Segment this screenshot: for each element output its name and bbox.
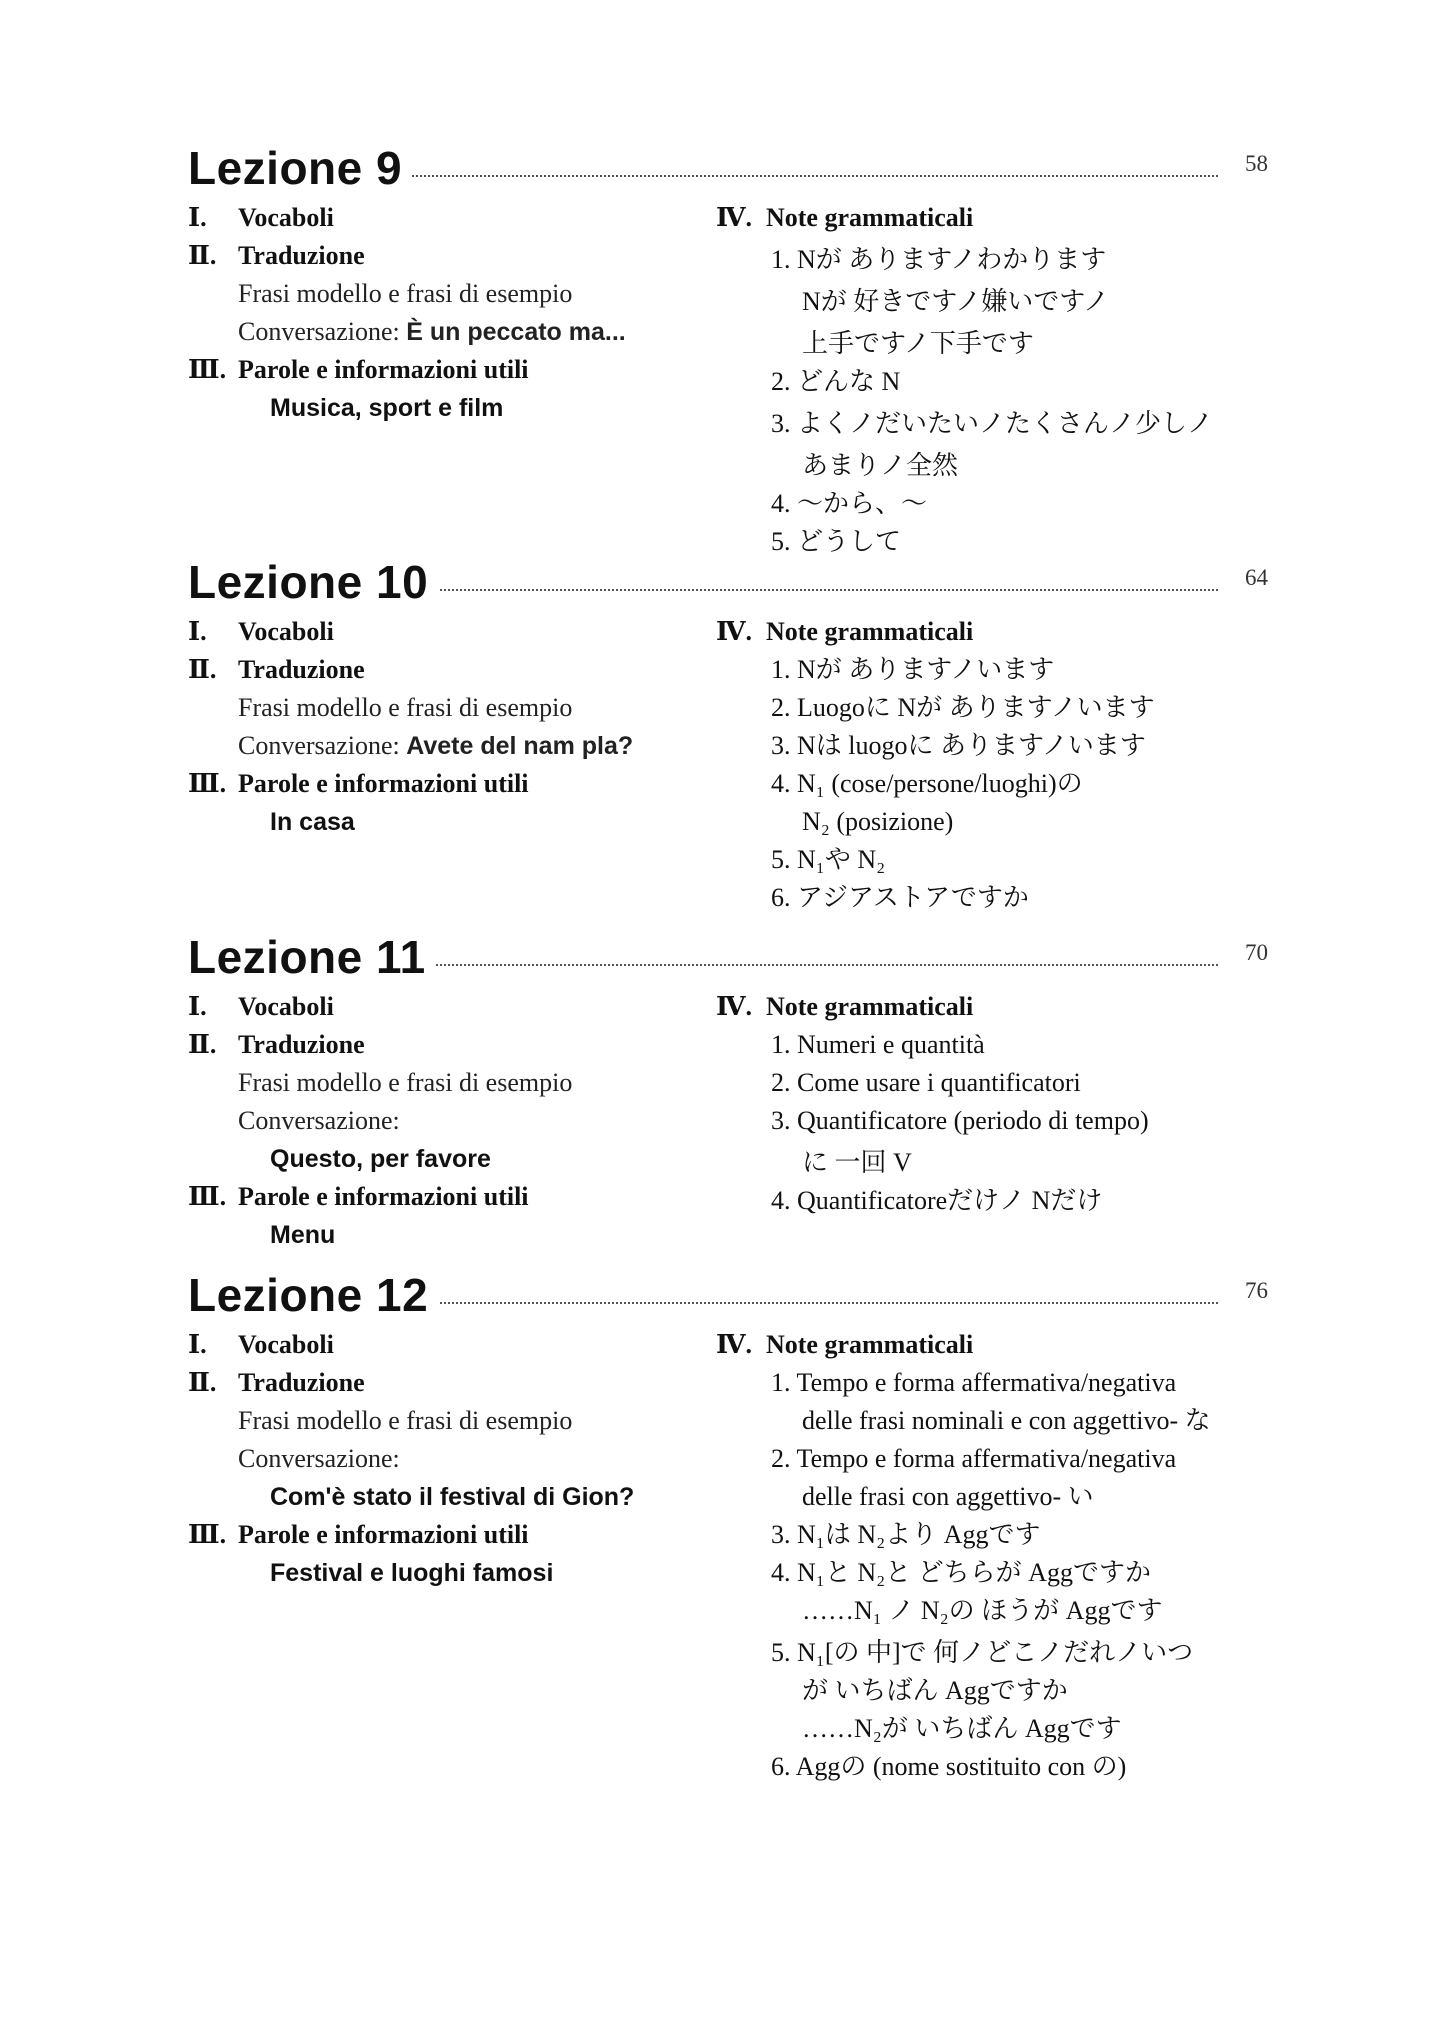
grammar-item: が いちばん Aggですか	[802, 1676, 1068, 1705]
section-traduzione: Ⅱ. Traduzione	[188, 655, 365, 684]
grammar-item: ……N₁ ノ N₂の ほうが Aggです	[802, 1596, 1163, 1625]
section-note-grammaticali: Ⅳ. Note grammaticali	[716, 203, 974, 232]
right-column	[716, 1326, 1276, 1786]
lesson-header	[188, 926, 1268, 988]
topic-title: Musica, sport e film	[270, 394, 504, 422]
lesson-title: Lezione 10	[188, 551, 438, 613]
section-vocaboli: Ⅰ. Vocaboli	[188, 617, 334, 646]
grammar-item: 上手ですノ下手です	[802, 329, 1034, 358]
lesson-title: Lezione 9	[188, 137, 412, 199]
lesson-9-section	[188, 137, 1268, 556]
topic-title: Festival e luoghi famosi	[270, 1559, 554, 1587]
section-vocaboli: Ⅰ. Vocaboli	[188, 203, 334, 232]
grammar-item: delle frasi nominali e con aggettivo- な	[802, 1406, 1211, 1435]
page-number: 70	[1235, 940, 1268, 966]
grammar-item: 1. Nが ありますノいます	[771, 655, 1055, 684]
section-parole: Ⅲ. Parole e informazioni utili	[188, 769, 529, 798]
lesson-10-section	[188, 551, 1268, 912]
lesson-title: Lezione 11	[188, 926, 436, 988]
grammar-item: 1. Numeri e quantità	[771, 1030, 985, 1059]
left-column	[188, 988, 708, 1254]
lesson-header	[188, 551, 1268, 613]
grammar-item: 3. よくノだいたいノたくさんノ少しノ	[771, 409, 1214, 438]
grammar-item: Nが 好きですノ嫌いですノ	[802, 287, 1110, 316]
lesson-11-section	[188, 926, 1268, 1249]
subsection-frasi-modello: Frasi modello e frasi di esempio	[238, 279, 573, 308]
grammar-item: ……N₂が いちばん Aggです	[802, 1714, 1122, 1743]
left-column	[188, 199, 708, 427]
grammar-item: 4. Quantificatoreだけノ Nだけ	[771, 1186, 1103, 1215]
section-parole: Ⅲ. Parole e informazioni utili	[188, 355, 529, 384]
grammar-item: delle frasi con aggettivo- い	[802, 1482, 1094, 1511]
grammar-item: に 一回 V	[802, 1148, 912, 1177]
grammar-item: 6. Aggの (nome sostituito con の)	[771, 1752, 1127, 1781]
lesson-title: Lezione 12	[188, 1264, 438, 1326]
section-parole: Ⅲ. Parole e informazioni utili	[188, 1520, 529, 1549]
section-vocaboli: Ⅰ. Vocaboli	[188, 992, 334, 1021]
left-column	[188, 1326, 708, 1592]
grammar-item: 5. N₁[の 中]で 何ノどこノだれノいつ	[771, 1638, 1194, 1667]
section-traduzione: Ⅱ. Traduzione	[188, 241, 365, 270]
grammar-item: 1. Nが ありますノわかります	[771, 245, 1107, 274]
conversation-title: Questo, per favore	[270, 1145, 491, 1173]
grammar-item: あまりノ全然	[802, 451, 959, 480]
right-column	[716, 988, 1276, 1220]
subsection-conversazione: Conversazione: Avete del nam pla?	[238, 731, 634, 760]
grammar-item: 2. Tempo e forma affermativa/negativa	[771, 1444, 1177, 1473]
subsection-conversazione: Conversazione:	[238, 1444, 400, 1473]
left-column	[188, 613, 708, 841]
lesson-12-section	[188, 1264, 1268, 1781]
lesson-header	[188, 137, 1268, 199]
section-note-grammaticali: Ⅳ. Note grammaticali	[716, 1330, 974, 1359]
lesson-header	[188, 1264, 1268, 1326]
grammar-item: 4. N₁ (cose/persone/luoghi)の	[771, 769, 1083, 798]
section-parole: Ⅲ. Parole e informazioni utili	[188, 1182, 529, 1211]
page-number: 64	[1235, 565, 1268, 591]
grammar-item: 5. どうして	[771, 527, 902, 556]
subsection-frasi-modello: Frasi modello e frasi di esempio	[238, 1406, 573, 1435]
grammar-item: 4. 〜から、〜	[771, 489, 928, 518]
page-number: 76	[1235, 1278, 1268, 1304]
section-traduzione: Ⅱ. Traduzione	[188, 1368, 365, 1397]
grammar-item: 2. どんな N	[771, 367, 901, 396]
subsection-conversazione: Conversazione: È un peccato ma...	[238, 317, 626, 346]
grammar-item: N₂ (posizione)	[802, 807, 954, 836]
topic-title: Menu	[270, 1221, 336, 1249]
subsection-frasi-modello: Frasi modello e frasi di esempio	[238, 1068, 573, 1097]
grammar-item: 1. Tempo e forma affermativa/negativa	[771, 1368, 1177, 1397]
topic-title: In casa	[270, 808, 355, 836]
section-note-grammaticali: Ⅳ. Note grammaticali	[716, 617, 974, 646]
page-number: 58	[1235, 151, 1268, 177]
grammar-item: 3. Nは luogoに ありますノいます	[771, 731, 1146, 760]
conversation-title: Com'è stato il festival di Gion?	[270, 1483, 635, 1511]
subsection-frasi-modello: Frasi modello e frasi di esempio	[238, 693, 573, 722]
subsection-conversazione: Conversazione:	[238, 1106, 400, 1135]
grammar-item: 3. N₁は N₂より Aggです	[771, 1520, 1041, 1549]
right-column	[716, 199, 1276, 561]
section-note-grammaticali: Ⅳ. Note grammaticali	[716, 992, 974, 1021]
right-column	[716, 613, 1276, 917]
grammar-item: 5. N₁や N₂	[771, 845, 886, 874]
section-vocaboli: Ⅰ. Vocaboli	[188, 1330, 334, 1359]
grammar-item: 4. N₁と N₂と どちらが Aggですか	[771, 1558, 1151, 1587]
grammar-item: 3. Quantificatore (periodo di tempo)	[771, 1106, 1149, 1135]
section-traduzione: Ⅱ. Traduzione	[188, 1030, 365, 1059]
grammar-item: 6. アジアストアですか	[771, 883, 1029, 912]
grammar-item: 2. Come usare i quantificatori	[771, 1068, 1081, 1097]
grammar-item: 2. Luogoに Nが ありますノいます	[771, 693, 1155, 722]
